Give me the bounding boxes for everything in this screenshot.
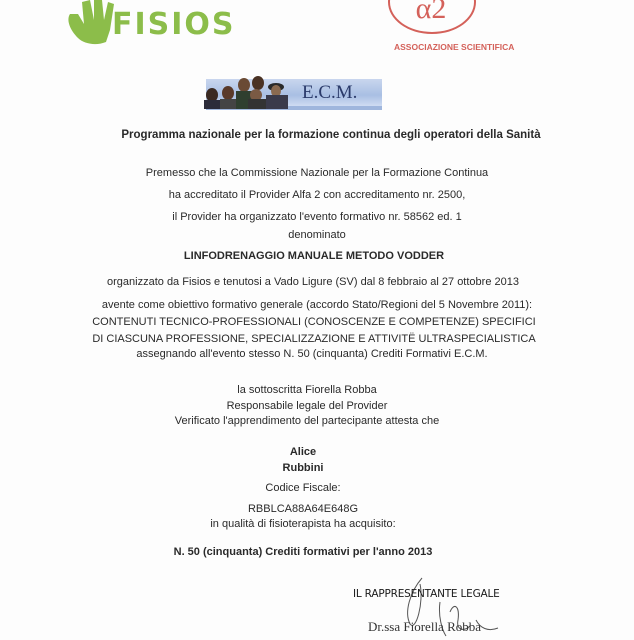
fisios-wordmark: FISIOS xyxy=(112,7,236,42)
objective-intro: avente come obiettivo formativo generale (accordo Stato/Regioni del 5 Novembre 2011): xyxy=(101,299,533,311)
credits-earned: N. 50 (cinquanta) Crediti formativi per l'anno 2013 xyxy=(173,546,433,558)
credits-assigned: assegnando all'evento stesso N. 50 (cinquanta) Crediti Formativi E.C.M. xyxy=(136,348,488,360)
fiscal-code-label: Codice Fiscale: xyxy=(265,482,341,494)
intro-line-3: il Provider ha organizzato l'evento formativo nr. 58562 ed. 1 xyxy=(172,211,462,223)
event-details: organizzato da Fisios e tenutosi a Vado Ligure (SV) dal 8 febbraio al 27 ottobre 2013 xyxy=(107,276,519,288)
objective-line-1: CONTENUTI TECNICO-PROFESSIONALI (CONOSCENZE E COMPETENZE) SPECIFICI xyxy=(92,316,536,328)
ecm-banner xyxy=(196,75,384,113)
alfa2-symbol: α2 xyxy=(415,0,447,25)
signature-title: IL RAPPRESENTANTE LEGALE xyxy=(353,588,500,600)
signatory-line-3: Verificato l'apprendimento del partecipante attesta che xyxy=(174,415,440,427)
signature-name: Dr.ssa Fiorella Robba xyxy=(368,619,482,634)
fisios-logo xyxy=(62,0,236,48)
intro-line-1: Premesso che la Commissione Nazionale per la Formazione Continua xyxy=(145,167,489,179)
intro-line-2: ha accreditato il Provider Alfa 2 con accreditamento nr. 2500, xyxy=(168,189,466,201)
participant-first-name: Alice xyxy=(289,446,317,458)
alfa2-logo xyxy=(380,0,520,56)
signatory-line-1: la sottoscritta Fiorella Robba xyxy=(237,384,377,396)
participant-role: in qualità di fisioterapista ha acquisito: xyxy=(210,518,396,530)
ecm-label: E.C.M. xyxy=(302,82,358,103)
signatory-line-2: Responsabile legale del Provider xyxy=(226,400,388,412)
event-name: LINFODRENAGGIO MANUALE METODO VODDER xyxy=(183,250,445,262)
objective-line-2: DI CIASCUNA PROFESSIONE, SPECIALIZZAZIONE E ATTIVITË ULTRASPECIALISTICA xyxy=(92,333,536,345)
participant-last-name: Rubbini xyxy=(282,462,324,474)
intro-line-4: denominato xyxy=(288,229,346,241)
alfa2-caption: ASSOCIAZIONE SCIENTIFICA xyxy=(394,42,515,52)
program-title: Programma nazionale per la formazione continua degli operatori della Sanità xyxy=(121,129,541,141)
fiscal-code: RBBLCA88A64E648G xyxy=(247,503,359,515)
group-photo-icon xyxy=(200,75,296,109)
